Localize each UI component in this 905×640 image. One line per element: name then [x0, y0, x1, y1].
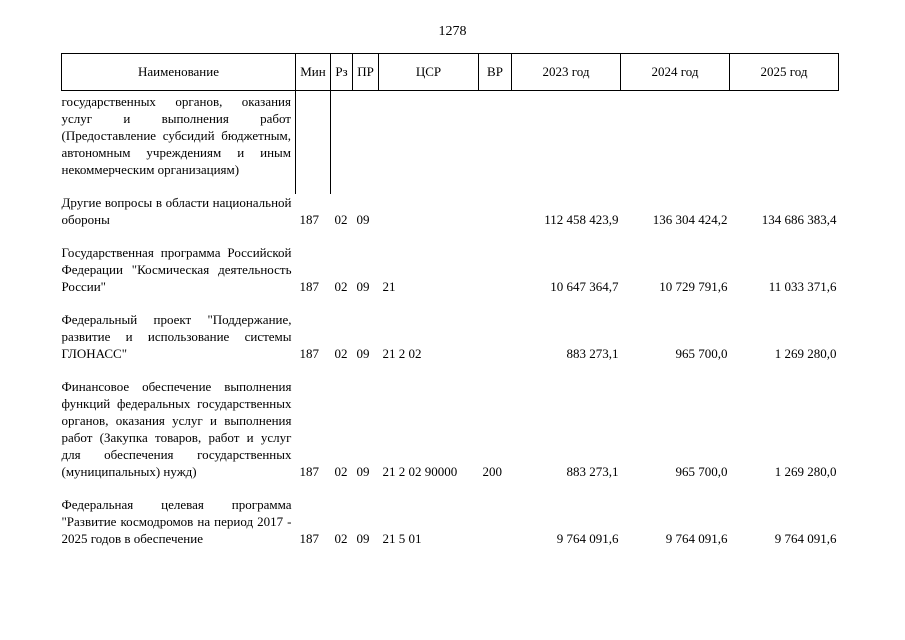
row-csr — [379, 194, 479, 244]
budget-table — [61, 53, 839, 563]
row-min: 187 — [299, 212, 319, 227]
header-2025: 2025 год — [730, 54, 839, 91]
row-rz: 02 — [334, 212, 348, 227]
header-csr: ЦСР — [379, 54, 479, 91]
table-header-row — [62, 54, 839, 91]
row-2024: 136 304 424,2 — [652, 212, 728, 227]
row-2023 — [512, 91, 621, 195]
header-pr: ПР — [353, 54, 379, 91]
row-2024: 965 700,0 — [675, 464, 728, 479]
row-min — [296, 91, 331, 195]
header-2023: 2023 год — [512, 54, 621, 91]
header-min: Мин — [296, 54, 331, 91]
row-rz: 02 — [334, 531, 348, 546]
row-2023: 883 273,1 — [566, 346, 619, 361]
row-2023: 883 273,1 — [566, 464, 619, 479]
row-vr — [479, 194, 512, 244]
row-min: 187 — [299, 531, 319, 546]
row-vr — [479, 311, 512, 378]
row-vr — [479, 496, 512, 563]
row-min: 187 — [299, 346, 319, 361]
row-name: Финансовое обеспечение выполнения функций федеральных государственных органов, оказания услуг и выполнения работ (Закупка товаров, работ и услуг для обеспечения государственных (муниципальных) нужд) — [61, 379, 292, 479]
table-row — [62, 194, 839, 244]
row-name: Федеральная целевая программа "Развитие космодромов на период 2017 - 2025 годов в обеспечение — [61, 497, 292, 546]
page-number: 1278 — [438, 24, 467, 39]
row-2024 — [621, 91, 730, 195]
row-name: государственных органов, оказания услуг и выполнения работ (Предоставление субсидий бюджетным, автономным учреждениям и иным некоммерческим организациям) — [61, 94, 291, 177]
row-csr: 21 — [382, 279, 396, 294]
row-2024: 9 764 091,6 — [665, 531, 728, 546]
header-rz: Рз — [331, 54, 353, 91]
table-row — [62, 378, 839, 496]
table-row — [62, 91, 839, 195]
row-pr: 09 — [356, 531, 370, 546]
header-2024: 2024 год — [621, 54, 730, 91]
row-rz: 02 — [334, 464, 348, 479]
row-min: 187 — [299, 464, 319, 479]
row-2023: 9 764 091,6 — [556, 531, 619, 546]
row-csr: 21 5 01 — [382, 531, 422, 546]
row-min: 187 — [299, 279, 319, 294]
row-csr: 21 2 02 — [382, 346, 422, 361]
row-2025: 9 764 091,6 — [774, 531, 837, 546]
row-csr: 21 2 02 90000 — [382, 464, 458, 479]
header-name: Наименование — [62, 54, 296, 91]
row-2025: 1 269 280,0 — [774, 464, 837, 479]
row-2024: 965 700,0 — [675, 346, 728, 361]
row-name: Другие вопросы в области национальной обороны — [61, 195, 292, 227]
row-2023: 10 647 364,7 — [550, 279, 619, 294]
header-vr: ВР — [479, 54, 512, 91]
table-row — [62, 311, 839, 378]
row-2025: 11 033 371,6 — [768, 279, 837, 294]
row-2023: 112 458 423,9 — [544, 212, 619, 227]
row-2025: 1 269 280,0 — [774, 346, 837, 361]
row-name: Федеральный проект "Поддержание, развитие и использование системы ГЛОНАСС" — [61, 312, 292, 361]
row-vr — [479, 91, 512, 195]
row-vr: 200 — [482, 464, 502, 479]
row-2025 — [730, 91, 839, 195]
row-rz: 02 — [334, 279, 348, 294]
row-rz — [331, 91, 353, 195]
row-rz: 02 — [334, 346, 348, 361]
row-vr — [479, 244, 512, 311]
row-csr — [379, 91, 479, 195]
row-pr: 09 — [356, 346, 370, 361]
row-pr: 09 — [356, 279, 370, 294]
table-row — [62, 496, 839, 563]
row-2024: 10 729 791,6 — [659, 279, 728, 294]
row-pr: 09 — [356, 464, 370, 479]
row-name: Государственная программа Российской Федерации "Космическая деятельность России" — [61, 245, 292, 294]
table-row — [62, 244, 839, 311]
row-2025: 134 686 383,4 — [761, 212, 837, 227]
row-pr: 09 — [356, 212, 370, 227]
row-pr — [353, 91, 379, 195]
